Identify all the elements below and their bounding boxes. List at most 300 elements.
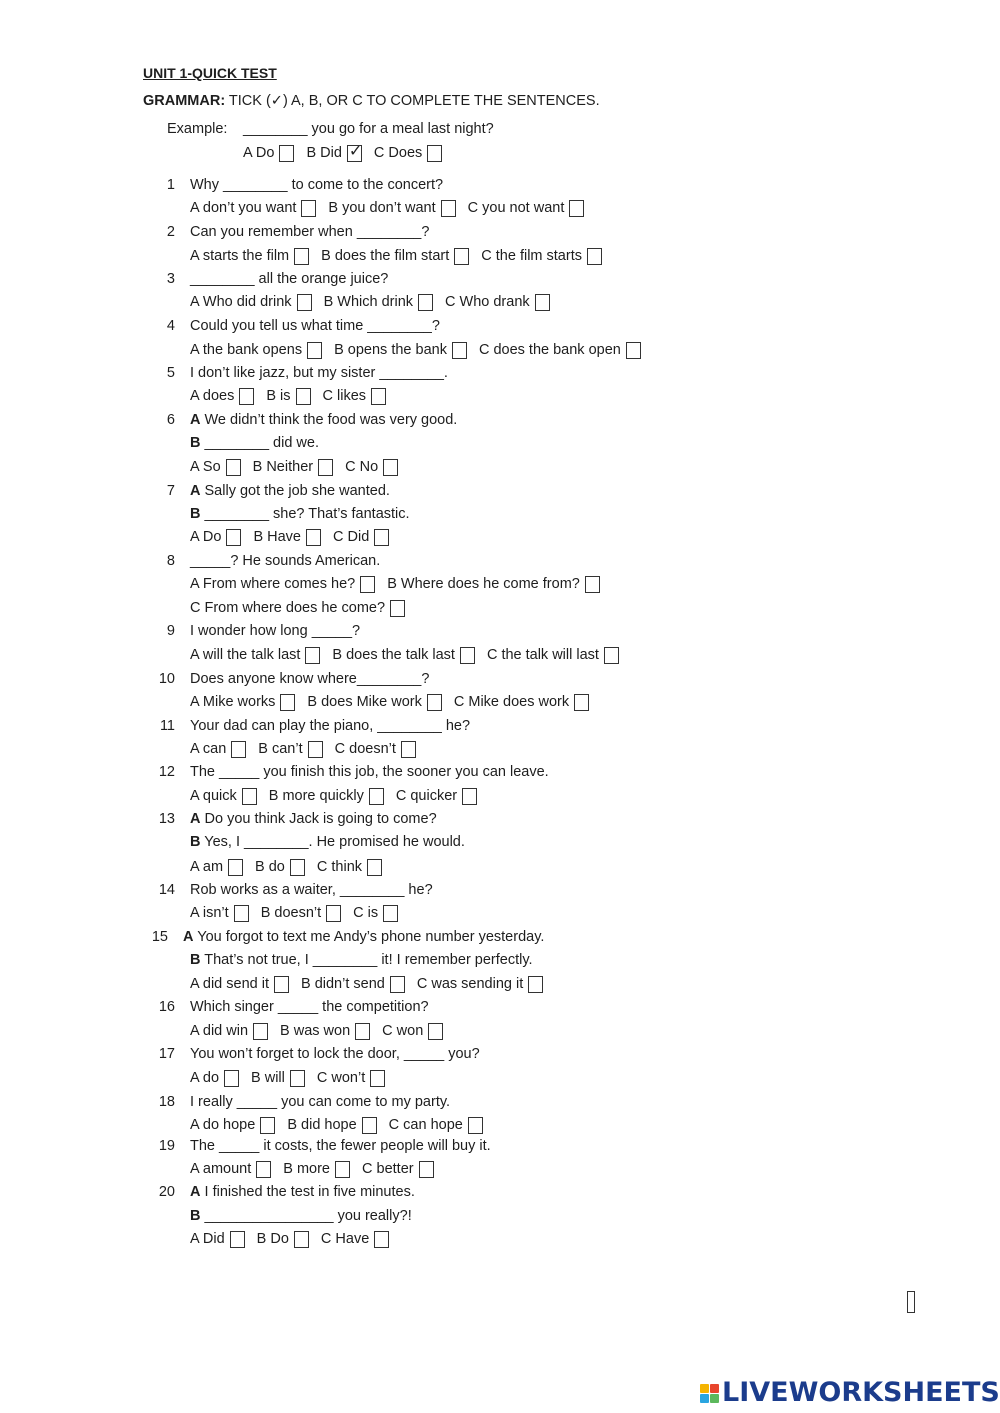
- example-option-c: [374, 144, 442, 162]
- checkbox[interactable]: [253, 1023, 268, 1040]
- checkbox[interactable]: [294, 248, 309, 265]
- checkbox[interactable]: [290, 859, 305, 876]
- question-text: [190, 223, 429, 241]
- question-text: [190, 833, 465, 851]
- example-option-a: [243, 144, 294, 162]
- option-label: C won’t: [316, 1070, 366, 1086]
- answer-option: [301, 975, 405, 993]
- option-label: C the film starts: [481, 248, 582, 264]
- answer-option: [345, 458, 398, 476]
- question-text: [190, 1183, 415, 1201]
- question-text: [190, 622, 360, 640]
- answer-option: [258, 740, 322, 758]
- question-text: [190, 411, 457, 429]
- checkbox[interactable]: [355, 1023, 370, 1040]
- answer-option: [190, 599, 405, 617]
- option-label: A am: [190, 859, 224, 875]
- question-sentence: I really _____ you can come to my party.: [190, 1094, 451, 1110]
- checkbox[interactable]: [587, 248, 602, 265]
- option-label: C No: [345, 459, 379, 475]
- option-label: B was won: [280, 1023, 351, 1039]
- answer-option: [190, 1022, 268, 1040]
- checkbox[interactable]: [418, 294, 433, 311]
- question-text: [190, 951, 533, 969]
- answer-option: [387, 575, 600, 593]
- answer-options: [190, 599, 417, 617]
- speaker-label: B: [190, 1208, 201, 1224]
- checkbox[interactable]: [535, 294, 550, 311]
- checkbox[interactable]: [574, 694, 589, 711]
- answer-option: [190, 575, 375, 593]
- logo-tiles-icon: [700, 1384, 719, 1403]
- answer-options: [190, 693, 601, 711]
- option-label: B Where does he come from?: [387, 576, 580, 592]
- answer-option: [487, 646, 619, 664]
- checkbox[interactable]: [383, 905, 398, 922]
- question-sentence: You won’t forget to lock the door, _____ you?: [190, 1046, 480, 1062]
- question-sentence: Which singer _____ the competition?: [190, 999, 429, 1015]
- question-sentence: That’s not true, I ________ it! I remember perfectly.: [200, 952, 533, 968]
- option-label: C From where does he come?: [190, 600, 386, 616]
- checkbox[interactable]: [427, 694, 442, 711]
- question-sentence: Why ________ to come to the concert?: [190, 177, 444, 193]
- answer-option: [307, 693, 441, 711]
- answer-option: [324, 293, 433, 311]
- answer-options: [190, 1116, 495, 1134]
- checkbox[interactable]: [390, 600, 405, 617]
- option-label: B didn’t send: [301, 976, 385, 992]
- option-label: B doesn’t: [260, 905, 322, 921]
- checkbox[interactable]: [274, 976, 289, 993]
- answer-option: [257, 1230, 309, 1248]
- checkbox[interactable]: [308, 741, 323, 758]
- option-label: C likes: [322, 388, 367, 404]
- option-label: B Did: [306, 145, 342, 161]
- option-label: C is: [353, 905, 379, 921]
- checkbox[interactable]: [226, 459, 241, 476]
- answer-option: [190, 247, 309, 265]
- option-label: A the bank opens: [190, 342, 303, 358]
- option-label: A do hope: [190, 1117, 256, 1133]
- answer-option: [255, 858, 305, 876]
- checkbox[interactable]: [585, 576, 600, 593]
- answer-option: [333, 528, 389, 546]
- question-sentence: ________ did we.: [200, 435, 319, 451]
- page-title: UNIT 1-QUICK TEST: [143, 65, 277, 81]
- option-label: A So: [190, 459, 221, 475]
- answer-option: [335, 740, 416, 758]
- question-number: 5: [166, 365, 175, 381]
- question-number: 3: [166, 271, 175, 287]
- checkbox[interactable]: [374, 529, 389, 546]
- speaker-label: B: [190, 435, 201, 451]
- question-text: [190, 670, 429, 688]
- question-sentence: Rob works as a waiter, ________ he?: [190, 882, 433, 898]
- question-text: [190, 552, 380, 570]
- option-label: B does the film start: [321, 248, 450, 264]
- example-option-b: [306, 144, 361, 162]
- checkbox[interactable]: [452, 342, 467, 359]
- checkbox[interactable]: [460, 647, 475, 664]
- option-label: A From where comes he?: [190, 576, 356, 592]
- answer-option: [190, 787, 257, 805]
- answer-option: [190, 199, 316, 217]
- checkbox[interactable]: [305, 647, 320, 664]
- text-cursor-icon: [907, 1291, 915, 1313]
- checkbox[interactable]: [260, 1117, 275, 1134]
- question-sentence: I don’t like jazz, but my sister ________.: [190, 365, 448, 381]
- option-label: A Did: [190, 1231, 225, 1247]
- instructions-text: TICK (✓) A, B, OR C TO COMPLETE THE SENTENCES.: [225, 93, 600, 109]
- answer-options: [190, 904, 410, 922]
- answer-option: [287, 1116, 376, 1134]
- question-text: [190, 317, 440, 335]
- option-label: A Do: [243, 145, 275, 161]
- answer-options: [190, 199, 596, 217]
- option-label: A don’t you want: [190, 200, 297, 216]
- checkbox[interactable]: [279, 145, 294, 162]
- question-text: [190, 810, 437, 828]
- question-text: [190, 364, 448, 382]
- answer-option: [190, 975, 289, 993]
- question-sentence: We didn’t think the food was very good.: [200, 412, 458, 428]
- speaker-label: A: [190, 412, 201, 428]
- question-number: 14: [158, 882, 175, 898]
- option-label: B you don’t want: [328, 200, 436, 216]
- answer-option: [353, 904, 398, 922]
- checkbox[interactable]: [239, 388, 254, 405]
- question-number: 7: [166, 483, 175, 499]
- checkbox[interactable]: [307, 342, 322, 359]
- question-number: 17: [158, 1046, 175, 1062]
- answer-options: [190, 740, 428, 758]
- answer-options: [190, 341, 653, 359]
- example-sentence: ________ you go for a meal last night?: [243, 121, 494, 137]
- checkbox[interactable]: [294, 1231, 309, 1248]
- answer-option: [266, 387, 310, 405]
- answer-option: [317, 1069, 385, 1087]
- answer-option: [190, 904, 249, 922]
- question-text: [190, 717, 470, 735]
- answer-options: [190, 975, 555, 993]
- question-text: [190, 1137, 491, 1155]
- option-label: C better: [362, 1161, 414, 1177]
- checkbox[interactable]: [371, 388, 386, 405]
- answer-options: [190, 1069, 397, 1087]
- question-sentence: Sally got the job she wanted.: [200, 483, 390, 499]
- answer-option: [454, 693, 589, 711]
- option-label: B more: [283, 1161, 331, 1177]
- checkbox[interactable]: [454, 248, 469, 265]
- answer-option: [396, 787, 477, 805]
- instructions-label: GRAMMAR:: [143, 93, 226, 109]
- question-text: [190, 1093, 450, 1111]
- answer-option: [253, 528, 321, 546]
- answer-option: [261, 904, 341, 922]
- option-label: B Do: [256, 1231, 289, 1247]
- answer-options: [190, 247, 614, 265]
- question-number: 8: [166, 553, 175, 569]
- answer-option: [190, 740, 246, 758]
- question-number: 15: [151, 929, 168, 945]
- answer-options: [190, 646, 631, 664]
- question-number: 2: [166, 224, 175, 240]
- question-text: [190, 1045, 480, 1063]
- brand-name: LIVEWORKSHEETS: [722, 1377, 1000, 1408]
- example-options: [243, 144, 454, 162]
- answer-option: [417, 975, 543, 993]
- question-text: [190, 270, 388, 288]
- speaker-label: A: [190, 1184, 201, 1200]
- checkbox[interactable]: [230, 1231, 245, 1248]
- checkmark-icon: ✓: [348, 142, 363, 160]
- checkbox[interactable]: [301, 200, 316, 217]
- option-label: A can: [190, 741, 227, 757]
- speaker-label: A: [190, 483, 201, 499]
- question-number: 12: [158, 764, 175, 780]
- option-label: C was sending it: [416, 976, 524, 992]
- option-label: A amount: [190, 1161, 252, 1177]
- answer-option: [190, 528, 241, 546]
- speaker-label: A: [183, 929, 194, 945]
- option-label: A starts the film: [190, 248, 290, 264]
- answer-option: [334, 341, 467, 359]
- checkbox[interactable]: [427, 145, 442, 162]
- answer-option: [283, 1160, 350, 1178]
- answer-options: [190, 575, 612, 593]
- checkbox[interactable]: [297, 294, 312, 311]
- answer-option: [321, 247, 469, 265]
- question-sentence: Could you tell us what time ________?: [190, 318, 440, 334]
- answer-option: [190, 1069, 239, 1087]
- option-label: C the talk will last: [486, 647, 599, 663]
- answer-options: [190, 1230, 401, 1248]
- answer-option: [253, 458, 333, 476]
- option-label: C Have: [320, 1231, 370, 1247]
- checkbox[interactable]: [369, 788, 384, 805]
- question-number: 9: [166, 623, 175, 639]
- question-sentence: ________ all the orange juice?: [190, 271, 389, 287]
- question-sentence: Can you remember when ________?: [190, 224, 430, 240]
- option-label: B opens the bank: [334, 342, 447, 358]
- answer-options: [190, 293, 562, 311]
- question-number: 13: [158, 811, 175, 827]
- option-label: C Does: [373, 145, 423, 161]
- answer-option: [190, 693, 295, 711]
- answer-options: [190, 787, 489, 805]
- question-number: 1: [166, 177, 175, 193]
- checkbox[interactable]: [462, 788, 477, 805]
- instructions: [143, 92, 600, 110]
- option-label: B does the talk last: [332, 647, 455, 663]
- checkbox[interactable]: [401, 741, 416, 758]
- answer-option: [389, 1116, 483, 1134]
- checkbox[interactable]: [419, 1161, 434, 1178]
- question-text: [190, 176, 443, 194]
- option-label: A did send it: [190, 976, 269, 992]
- option-label: C Mike does work: [453, 694, 570, 710]
- answer-option: [190, 646, 320, 664]
- option-label: C think: [316, 859, 363, 875]
- answer-option: [190, 387, 254, 405]
- question-sentence: I finished the test in five minutes.: [200, 1184, 415, 1200]
- checkbox[interactable]: [335, 1161, 350, 1178]
- question-text: [190, 998, 429, 1016]
- option-label: B will: [251, 1070, 285, 1086]
- speaker-label: B: [190, 952, 201, 968]
- checkbox[interactable]: [256, 1161, 271, 1178]
- option-label: C won: [382, 1023, 424, 1039]
- checkbox[interactable]: [626, 342, 641, 359]
- checkbox[interactable]: [468, 1117, 483, 1134]
- answer-option: [332, 646, 475, 664]
- question-sentence: _____? He sounds American.: [190, 553, 381, 569]
- liveworksheets-logo: [700, 1378, 1000, 1408]
- checkbox[interactable]: [367, 859, 382, 876]
- question-number: 4: [166, 318, 175, 334]
- option-label: B Have: [253, 529, 301, 545]
- checkbox[interactable]: [242, 788, 257, 805]
- answer-option: [445, 293, 550, 311]
- answer-options: [190, 528, 401, 546]
- checkbox[interactable]: [528, 976, 543, 993]
- checkbox[interactable]: [234, 905, 249, 922]
- checkbox[interactable]: [370, 1070, 385, 1087]
- answer-option: [190, 1160, 271, 1178]
- question-text: [190, 482, 390, 500]
- question-sentence: ________________ you really?!: [200, 1208, 412, 1224]
- checkbox[interactable]: [360, 576, 375, 593]
- question-text: [190, 505, 410, 523]
- answer-option: [382, 1022, 443, 1040]
- answer-option: [190, 293, 312, 311]
- checkbox[interactable]: [296, 388, 311, 405]
- checkbox[interactable]: [290, 1070, 305, 1087]
- question-sentence: Do you think Jack is going to come?: [200, 811, 437, 827]
- answer-option: [479, 341, 641, 359]
- question-sentence: ________ she? That’s fantastic.: [200, 506, 410, 522]
- answer-option: [328, 199, 455, 217]
- checkbox[interactable]: [441, 200, 456, 217]
- option-label: A do: [190, 1070, 220, 1086]
- question-sentence: The _____ it costs, the fewer people will buy it.: [190, 1138, 491, 1154]
- answer-option: [190, 458, 241, 476]
- checkbox[interactable]: [390, 976, 405, 993]
- checkbox[interactable]: [231, 741, 246, 758]
- question-number: 18: [158, 1094, 175, 1110]
- answer-option: [269, 787, 384, 805]
- checkbox[interactable]: [374, 1231, 389, 1248]
- option-label: A will the talk last: [190, 647, 301, 663]
- option-label: A Do: [190, 529, 222, 545]
- question-sentence: I wonder how long _____?: [190, 623, 361, 639]
- question-sentence: Yes, I ________. He promised he would.: [200, 834, 465, 850]
- question-text: [190, 763, 549, 781]
- option-label: B Which drink: [323, 294, 414, 310]
- question-number: 11: [159, 718, 175, 734]
- answer-option: [280, 1022, 370, 1040]
- option-label: A did win: [190, 1023, 249, 1039]
- option-label: C Did: [333, 529, 370, 545]
- checkbox[interactable]: [428, 1023, 443, 1040]
- checkbox[interactable]: [224, 1070, 239, 1087]
- option-label: C Who drank: [445, 294, 530, 310]
- question-text: [190, 434, 319, 452]
- example-label: Example:: [167, 121, 228, 137]
- answer-option: [190, 1116, 275, 1134]
- answer-options: [190, 1160, 446, 1178]
- answer-option: [481, 247, 602, 265]
- answer-option: [468, 199, 585, 217]
- option-label: B does Mike work: [307, 694, 422, 710]
- answer-option: [190, 858, 243, 876]
- checkbox[interactable]: [280, 694, 295, 711]
- question-number: 6: [166, 412, 175, 428]
- question-number: 19: [158, 1138, 175, 1154]
- answer-option: [317, 858, 382, 876]
- option-label: C does the bank open: [478, 342, 621, 358]
- option-label: B can’t: [258, 741, 303, 757]
- question-number: 16: [158, 999, 175, 1015]
- checkbox[interactable]: [326, 905, 341, 922]
- answer-option: [321, 1230, 389, 1248]
- answer-options: [190, 387, 398, 405]
- option-label: A quick: [190, 788, 237, 804]
- answer-options: [190, 858, 394, 876]
- checkbox[interactable]: [226, 529, 241, 546]
- option-label: C doesn’t: [334, 741, 396, 757]
- option-label: A does: [190, 388, 235, 404]
- option-label: A Who did drink: [190, 294, 292, 310]
- question-text: [183, 928, 544, 946]
- speaker-label: B: [190, 506, 201, 522]
- question-sentence: Does anyone know where________?: [190, 671, 430, 687]
- question-text: [190, 881, 433, 899]
- question-sentence: You forgot to text me Andy’s phone number yesterday.: [193, 929, 545, 945]
- checkbox[interactable]: [569, 200, 584, 217]
- question-sentence: The _____ you finish this job, the sooner you can leave.: [190, 764, 549, 780]
- option-label: B more quickly: [268, 788, 364, 804]
- speaker-label: A: [190, 811, 201, 827]
- answer-options: [190, 458, 410, 476]
- answer-option: [323, 387, 387, 405]
- question-number: 10: [158, 671, 175, 687]
- question-sentence: Your dad can play the piano, ________ he?: [190, 718, 471, 734]
- speaker-label: B: [190, 834, 201, 850]
- option-label: C you not want: [467, 200, 565, 216]
- option-label: C can hope: [388, 1117, 463, 1133]
- answer-options: [190, 1022, 455, 1040]
- answer-option: [362, 1160, 434, 1178]
- answer-option: [190, 341, 322, 359]
- answer-option: [251, 1069, 305, 1087]
- checkbox-checked[interactable]: [347, 142, 363, 162]
- checkbox[interactable]: [362, 1117, 377, 1134]
- question-number: 20: [158, 1184, 175, 1200]
- option-label: B did hope: [287, 1117, 357, 1133]
- answer-option: [190, 1230, 245, 1248]
- option-label: B Neither: [252, 459, 314, 475]
- checkbox[interactable]: [318, 459, 333, 476]
- checkbox[interactable]: [604, 647, 619, 664]
- option-label: B do: [255, 859, 285, 875]
- option-label: A isn’t: [190, 905, 229, 921]
- checkbox[interactable]: [228, 859, 243, 876]
- option-label: B is: [266, 388, 291, 404]
- checkbox[interactable]: [383, 459, 398, 476]
- option-label: A Mike works: [190, 694, 276, 710]
- checkbox[interactable]: [306, 529, 321, 546]
